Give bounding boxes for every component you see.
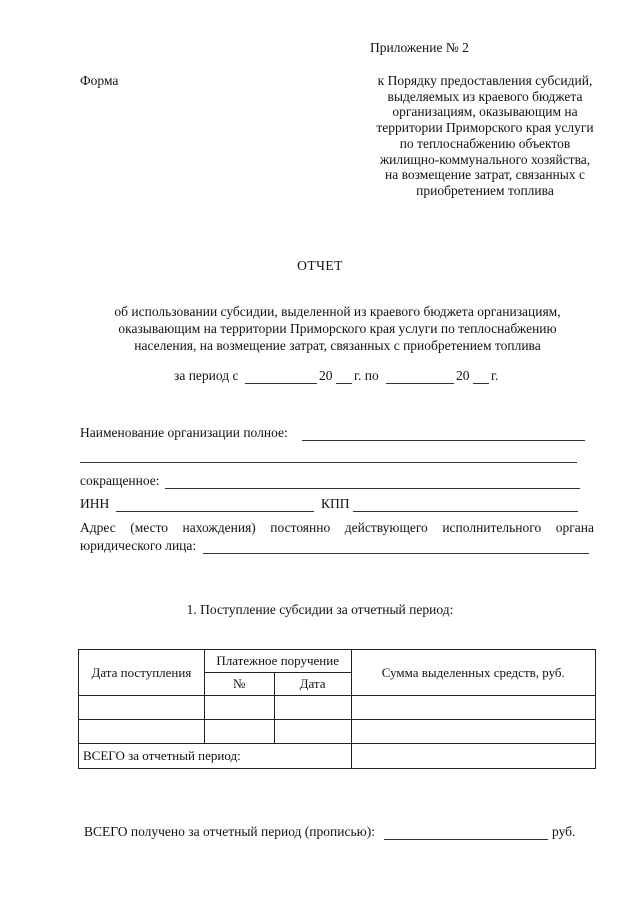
total-label: ВСЕГО за отчетный период: bbox=[79, 744, 352, 769]
order-line: организациям, оказывающим на bbox=[392, 104, 578, 120]
table-cell[interactable] bbox=[204, 696, 274, 720]
address-label: Адрес (место нахождения) постоянно действующего исполнительного органа bbox=[80, 520, 594, 535]
order-line: выделяемых из краевого бюджета bbox=[387, 88, 583, 104]
order-line: к Порядку предоставления субсидий, bbox=[377, 73, 593, 88]
name-full-label: Наименование организации полное: bbox=[80, 425, 288, 440]
table-row bbox=[79, 696, 596, 720]
name-short-field[interactable] bbox=[165, 488, 580, 489]
kpp-label: КПП bbox=[321, 496, 350, 511]
section-1-heading: 1. Поступление субсидии за отчетный период: bbox=[186, 602, 454, 617]
header-date-received: Дата поступления bbox=[79, 650, 205, 696]
subtitle-line: об использовании субсидии, выделенной из краевого бюджета организациям, bbox=[114, 304, 561, 319]
order-line: приобретением топлива bbox=[416, 182, 554, 198]
address-label-continued: юридического лица: bbox=[80, 538, 197, 553]
order-line: по теплоснабжению объектов bbox=[399, 135, 571, 151]
name-short-label: сокращенное: bbox=[80, 473, 160, 488]
order-line: на возмещение затрат, связанных с bbox=[385, 167, 585, 183]
report-title: ОТЧЕТ bbox=[297, 258, 343, 273]
name-full-field-continued[interactable] bbox=[80, 462, 577, 463]
period-mid: г. по bbox=[354, 368, 379, 383]
period-year2: 20 bbox=[456, 368, 470, 383]
header-payment-order: Платежное поручение bbox=[204, 650, 351, 673]
kpp-field[interactable] bbox=[353, 511, 578, 512]
table-cell[interactable] bbox=[79, 720, 205, 744]
inn-field[interactable] bbox=[116, 511, 314, 512]
subtitle-line: населения, на возмещение затрат, связанных с приобретением топлива bbox=[134, 338, 541, 353]
currency-label: руб. bbox=[552, 824, 576, 839]
total-amount-cell[interactable] bbox=[351, 744, 595, 769]
header-payment-date: Дата bbox=[274, 673, 351, 696]
appendix-label: Приложение № 2 bbox=[370, 40, 469, 55]
table-cell[interactable] bbox=[204, 720, 274, 744]
period-year1-field[interactable] bbox=[336, 383, 352, 384]
table-row bbox=[79, 720, 596, 744]
table-cell[interactable] bbox=[79, 696, 205, 720]
period-start-field[interactable] bbox=[245, 383, 317, 384]
header-payment-number: № bbox=[204, 673, 274, 696]
order-reference bbox=[360, 73, 610, 199]
total-words-label: ВСЕГО получено за отчетный период (прописью): bbox=[84, 824, 375, 839]
address-field[interactable] bbox=[203, 553, 589, 554]
total-words-field[interactable] bbox=[384, 839, 548, 840]
table-cell[interactable] bbox=[351, 696, 595, 720]
subtitle-line: оказывающим на территории Приморского края услуги по теплоснабжению bbox=[118, 321, 557, 336]
period-year1: 20 bbox=[319, 368, 333, 383]
subsidy-receipt-table bbox=[78, 649, 596, 769]
table-cell[interactable] bbox=[351, 720, 595, 744]
table-cell[interactable] bbox=[274, 696, 351, 720]
period-prefix: за период с bbox=[174, 368, 239, 383]
period-year2-field[interactable] bbox=[473, 383, 489, 384]
period-suffix: г. bbox=[491, 368, 499, 383]
form-label: Форма bbox=[80, 73, 119, 88]
report-subtitle bbox=[80, 303, 595, 354]
header-amount: Сумма выделенных средств, руб. bbox=[351, 650, 595, 696]
order-line: жилищно-коммунального хозяйства, bbox=[379, 151, 591, 167]
period-end-field[interactable] bbox=[386, 383, 454, 384]
table-header-row bbox=[79, 650, 596, 673]
inn-label: ИНН bbox=[80, 496, 110, 511]
table-cell[interactable] bbox=[274, 720, 351, 744]
table-total-row bbox=[79, 744, 596, 769]
order-line: территории Приморского края услуги bbox=[376, 120, 594, 136]
name-full-field[interactable] bbox=[302, 440, 585, 441]
